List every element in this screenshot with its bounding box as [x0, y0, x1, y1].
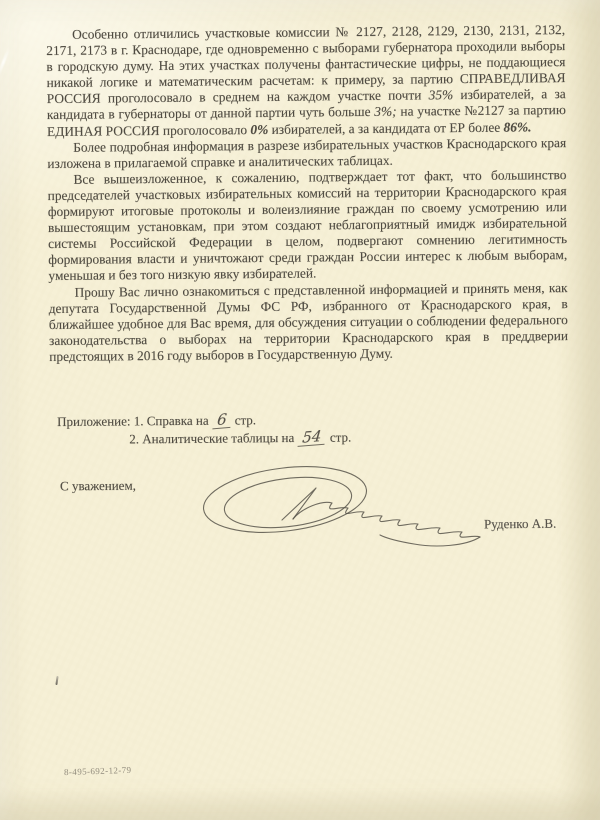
- appendix-line: [57, 428, 351, 448]
- footer-phone: 8-495-692-12-79: [63, 764, 132, 778]
- appendix-block: [57, 410, 351, 448]
- appendix-item-unit: стр.: [329, 428, 352, 445]
- text-segment: 0%: [250, 121, 269, 137]
- text-segment: 3%;: [374, 104, 397, 120]
- letter-body: [46, 22, 568, 365]
- paragraph: [48, 280, 568, 365]
- text-segment: 35%: [428, 87, 454, 103]
- appendix-item-unit: стр.: [234, 412, 257, 428]
- handwritten-page-count: 54: [298, 429, 326, 446]
- appendix-item-number: 2.: [129, 430, 140, 446]
- text-segment: Более подробная информация в разрезе избирательных участков Краснодарского края изложена в прилагаемой справке и аналитических таблицах.: [47, 134, 567, 171]
- handwritten-signature-icon: [196, 458, 488, 550]
- text-segment: Особенно отличились участковые комиссии № 2127, 2128, 2129, 2130, 2131, 2132, 2171, 2173 в г. Краснодаре, где одновременно с выборами губернатора проходили выборы в городскую думу. На этих участках получены фантастические цифры, не поддающиеся никакой логике и математическим расчетам: к примеру, за партию СПРАВЕДЛИВАЯ РОССИЯ проголосовало в среднем на каждом участке почти: [46, 22, 566, 107]
- text-segment: на участке №2127 за партию ЕДИНАЯ РОССИЯ проголосовало: [46, 102, 566, 139]
- paragraph: [47, 135, 566, 172]
- paper-crease-mark: [0, 47, 11, 78]
- paragraph: [47, 167, 567, 285]
- stray-pen-mark: [55, 676, 58, 685]
- appendix-label: Приложение:: [57, 413, 131, 429]
- handwritten-page-count: 6: [212, 413, 231, 430]
- paragraph: [46, 22, 566, 140]
- closing-salutation: С уважением,: [59, 477, 136, 494]
- signer-name: Руденко А.В.: [483, 515, 557, 532]
- text-segment: Все вышеизложенное, к сожалению, подтверждает тот факт, что большинство председателей участковых избирательных комиссий на территории Краснодарского края формируют итоговые протоколы и волеизлияние граждан по своему усмотрению или вышестоящим установкам, при этом создают неблагоприятный имидж избирательной системы Российской Федерации в целом, подвергают сомнению легитимность формирования власти и уничтожают среди граждан России интерес к любым выборам, уменьшая и без того низкую явку избирателей.: [47, 166, 568, 284]
- text-segment: избирателей, а за кандидата в губернаторы от данной партии чуть больше: [46, 86, 566, 123]
- appendix-item-text: Справка на: [146, 412, 209, 429]
- appendix-item-number: 1.: [133, 413, 144, 429]
- text-segment: 86%.: [503, 118, 532, 135]
- appendix-item-text: Аналитические таблицы на: [142, 429, 295, 446]
- text-segment: избирателей, а за кандидата от ЕР более: [268, 119, 504, 137]
- text-segment: Прошу Вас лично ознакомиться с представленной информацией и принять меня, как депутата Государственной Думы ФС РФ, избранного от Краснодарского края, в ближайшее удобное для Вас время, для обсуждения ситуации о соблюдении федерального законодательства о выборах на территории Краснодарского края в преддверии предстоящих в 2016 году выборов в Государственную Думу.: [48, 279, 569, 364]
